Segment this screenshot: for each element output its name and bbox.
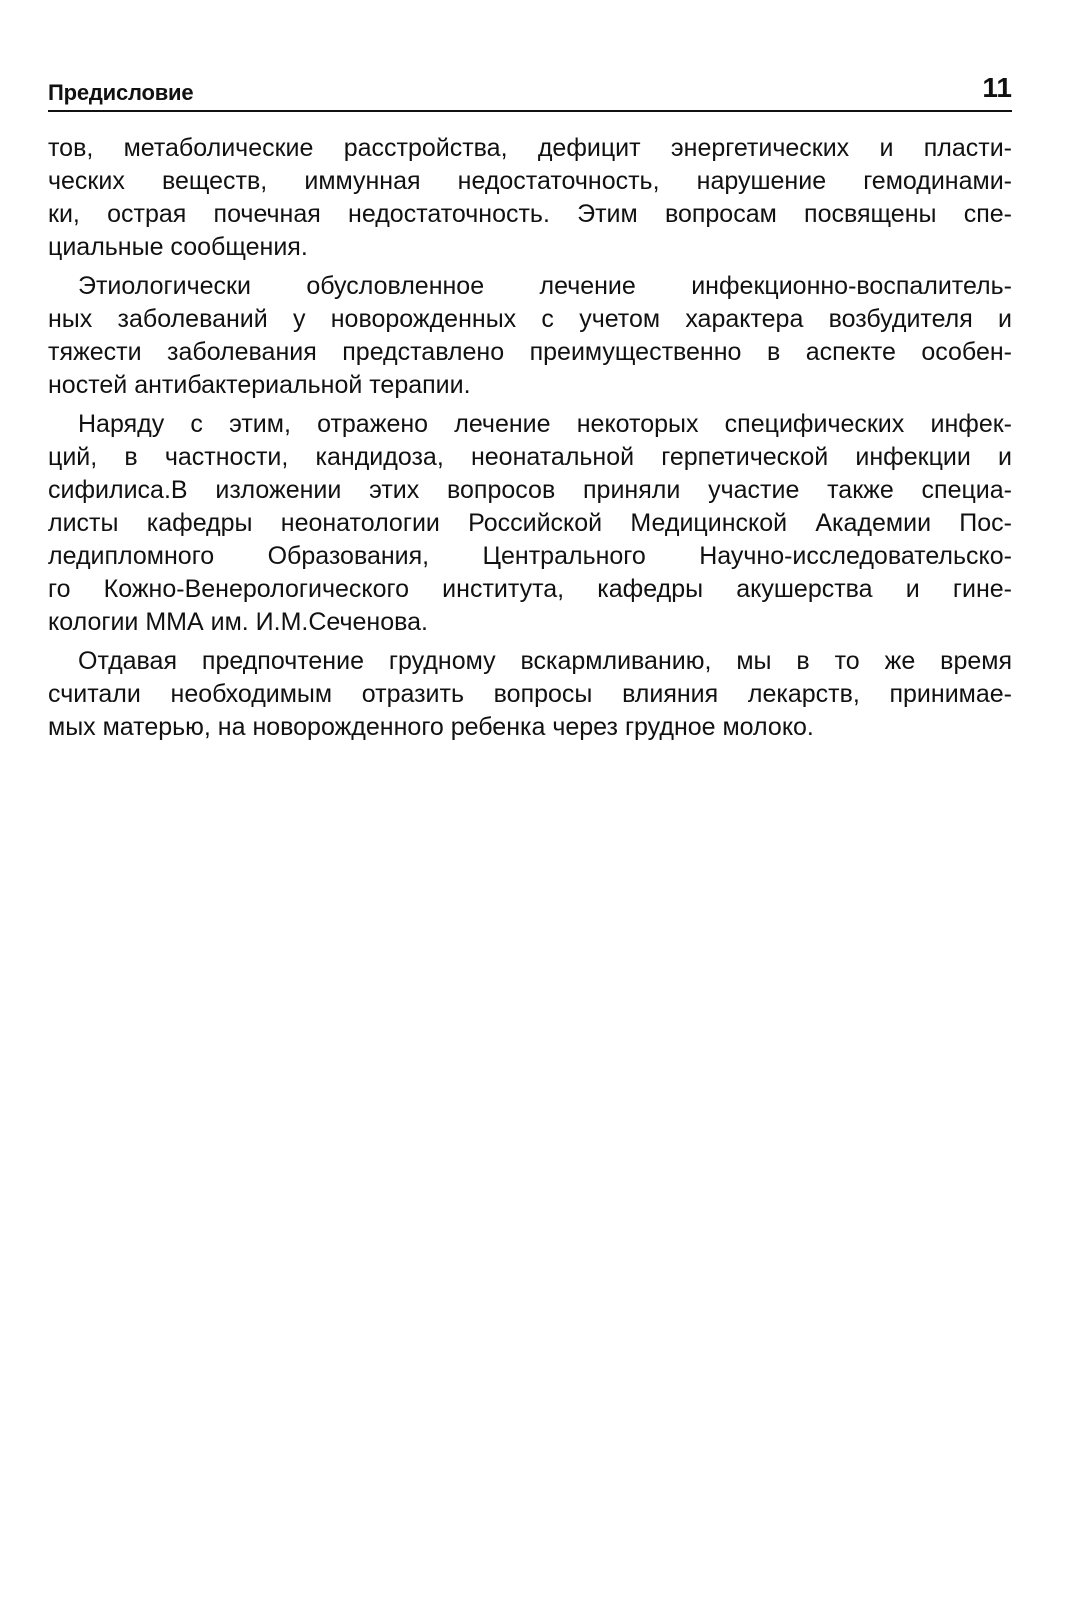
text-line: тов, метаболические расстройства, дефицит энергетических и пласти- — [48, 134, 1012, 162]
text-line: считали необходимым отразить вопросы влияния лекарств, принимае- — [48, 680, 1012, 708]
text-line: ледипломного Образования, Центрального Научно-исследовательско- — [48, 542, 1012, 570]
text-line: мых матерью, на новорожденного ребенка через грудное молоко. — [48, 713, 814, 741]
text-line: ных заболеваний у новорожденных с учетом характера возбудителя и — [48, 305, 1012, 333]
text-line: Отдавая предпочтение грудному вскармливанию, мы в то же время — [78, 647, 1012, 675]
text-line: ческих веществ, иммунная недостаточность, нарушение гемодинами- — [48, 167, 1012, 195]
section-title: Предисловие — [48, 80, 194, 105]
text-line: ки, острая почечная недостаточность. Этим вопросам посвящены спе- — [48, 200, 1012, 228]
text-line: Этиологически обусловленное лечение инфекционно-воспалитель- — [78, 272, 1012, 300]
text-line: ностей антибактериальной терапии. — [48, 371, 471, 399]
paragraph-2 — [48, 270, 1012, 402]
text-line: ций, в частности, кандидоза, неонатальной герпетической инфекции и — [48, 443, 1012, 471]
text-line: тяжести заболевания представлено преимущественно в аспекте особен- — [48, 338, 1012, 366]
page-number: 11 — [982, 72, 1012, 103]
body-text — [48, 132, 1012, 744]
text-line: го Кожно-Венерологического института, кафедры акушерства и гине- — [48, 575, 1012, 603]
paragraph-1 — [48, 132, 1012, 264]
paragraph-3 — [48, 408, 1012, 639]
text-line: Наряду с этим, отражено лечение некоторых специфических инфек- — [78, 410, 1012, 438]
text-line: циальные сообщения. — [48, 233, 308, 261]
text-line: листы кафедры неонатологии Российской Медицинской Академии Пос- — [48, 509, 1012, 537]
text-line: кологии ММА им. И.М.Сеченова. — [48, 608, 428, 636]
book-page — [48, 62, 1012, 750]
paragraph-4 — [48, 645, 1012, 744]
running-header — [48, 62, 1012, 112]
text-line: сифилиса.В изложении этих вопросов приняли участие также специа- — [48, 476, 1012, 504]
